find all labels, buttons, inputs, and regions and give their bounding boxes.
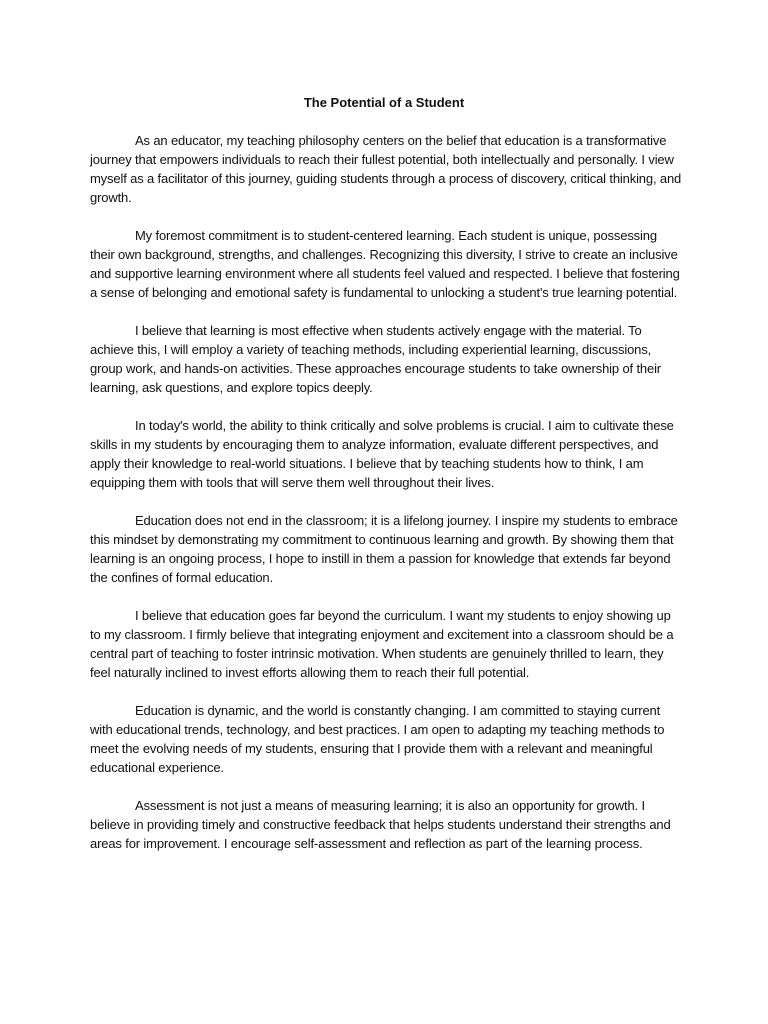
paragraph-5: Education does not end in the classroom; it is a lifelong journey. I inspire my students to embrace this mindset by demonstrating my commitment to continuous learning and growth. By showing them that learning is an ongoing process, I hope to instill in them a passion for knowledge that extends far beyond the confines of formal education.: [90, 513, 678, 585]
paragraph-8: Assessment is not just a means of measuring learning; it is also an opportunity for growth. I believe in providing timely and constructive feedback that helps students understand their strengths and areas for improvement. I encourage self-assessment and reflection as part of the learning process.: [90, 798, 671, 851]
paragraph-4: In today's world, the ability to think critically and solve problems is crucial. I aim to cultivate these skills in my students by encouraging them to analyze information, evaluate different perspectives, and apply their knowledge to real-world situations. I believe that by teaching students how to think, I am equipping them with tools that will serve them well throughout their lives.: [90, 418, 674, 490]
document-title: The Potential of a Student: [303, 95, 465, 110]
paragraph-6: I believe that education goes far beyond the curriculum. I want my students to enjoy showing up to my classroom. I firmly believe that integrating enjoyment and excitement into a classroom should be a central part of teaching to foster intrinsic motivation. When students are genuinely thrilled to learn, they feel naturally inclined to invest efforts allowing them to reach their full potential.: [90, 608, 674, 680]
document-body: [90, 131, 684, 872]
paragraph-7: Education is dynamic, and the world is constantly changing. I am committed to staying current with educational trends, technology, and best practices. I am open to adapting my teaching methods to meet the evolving needs of my students, ensuring that I provide them with a relevant and meaningful educational experience.: [90, 703, 665, 775]
paragraph-1: As an educator, my teaching philosophy centers on the belief that education is a transformative journey that empowers individuals to reach their fullest potential, both intellectually and personally. I view myself as a facilitator of this journey, guiding students through a process of discovery, critical thinking, and growth.: [90, 133, 682, 205]
paragraph-3: I believe that learning is most effective when students actively engage with the material. To achieve this, I will employ a variety of teaching methods, including experiential learning, discussions, group work, and hands-on activities. These approaches encourage students to take ownership of their learning, ask questions, and explore topics deeply.: [90, 323, 661, 395]
paragraph-2: My foremost commitment is to student-centered learning. Each student is unique, possessing their own background, strengths, and challenges. Recognizing this diversity, I strive to create an inclusive and supportive learning environment where all students feel valued and respected. I believe that fostering a sense of belonging and emotional safety is fundamental to unlocking a student's true learning potential.: [90, 228, 680, 300]
